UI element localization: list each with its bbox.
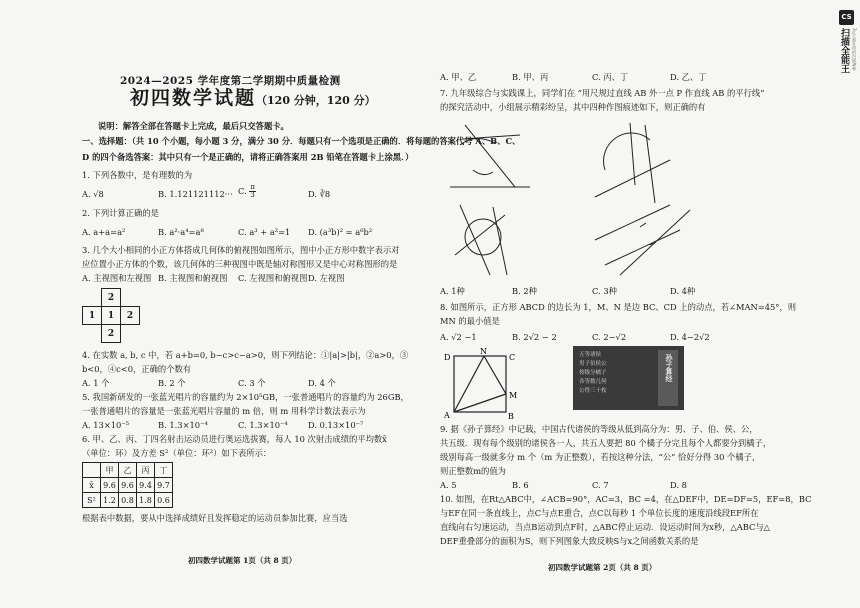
footer-left: 初四数学试题第 1页（共 8 页）: [188, 556, 297, 565]
q9-stem-line4: 则正整数m的值为: [440, 466, 506, 476]
q2-stem: 2. 下列计算正确的是: [82, 208, 159, 218]
q5-option-c: C. 1.3×10⁻⁴: [238, 420, 288, 430]
q8-stem-line1: 8. 如图所示，正方形 ABCD 的边长为 1，M、N 是边 BC、CD 上的动点，若∠MAN=45°，则: [440, 302, 797, 312]
q3-option-a: A. 主视图和左视图: [82, 273, 152, 283]
q1-option-c: [238, 184, 256, 199]
title-suffix: （120 分钟，120 分）: [256, 94, 376, 107]
instructions: 说明：解答全部在答题卡上完成，最后只交答题卡。: [98, 121, 289, 131]
camscanner-logo-icon: CS: [839, 10, 854, 25]
q1-stem: 1. 下列各数中，是有理数的为: [82, 170, 193, 180]
q9-book-photo: [573, 346, 684, 410]
q6-var-0: S²: [83, 493, 101, 508]
q3-stem-line1: 3. 几个大小相同的小正方体搭成几何体的俯视图如图所示，图中小正方形中数字表示对: [82, 245, 400, 255]
q10-stem-line1: 10. 如图，在Rt△ABC中，∠ACB=90°，AC=3，BC =4，在△DEF中，DE=DF=5，EF=8，BC: [440, 494, 812, 504]
q2-option-d: D. (a³b)² = a⁶b²: [308, 227, 373, 237]
q6-mean-0: x̄: [83, 478, 101, 493]
photo-book-title: 孙子算经: [665, 354, 674, 382]
q4-option-d: D. 4 个: [308, 378, 336, 388]
q3-option-b: B. 主视图和俯视图: [158, 273, 228, 283]
q9-option-c: C. 7: [592, 480, 609, 490]
photo-line-4: 各等数几何: [579, 379, 607, 385]
q3-cell-top: 2: [102, 289, 121, 307]
q8-label-c: C: [509, 353, 516, 362]
footer-right: 初四数学试题第 2页（共 8 页）: [548, 563, 657, 572]
q2-option-c: C. a³ + a²=1: [238, 227, 291, 237]
q4-option-c: C. 3 个: [238, 378, 266, 388]
q6-mean-2: 9.6: [119, 478, 137, 493]
q1-option-a: A. √8: [82, 189, 104, 199]
q5-option-b: B. 1.3×10⁻⁴: [158, 420, 208, 430]
q3-cell-right: 2: [121, 307, 140, 325]
q10-stem-line2: 与EF在同一条直线上，点C与点E重合，点C以每秒 1 个单位长度的速度沿线段EF所在: [440, 508, 759, 518]
q7-figure-1: [450, 125, 530, 187]
q4-stem-line2: b<0，④c<0，正确的个数有: [82, 364, 192, 374]
photo-line-2: 男子伯侯公: [579, 361, 607, 367]
photo-line-1: 五等诸侯: [579, 352, 602, 358]
scanner-watermark: [836, 8, 858, 98]
q3-cell-bottom: 2: [102, 325, 121, 343]
q9-option-a: A. 5: [440, 480, 457, 490]
q6-mean-row: [83, 478, 173, 493]
q3-stem-line2: 应位置小正方体的个数，该几何体的三种视图中既是轴对称图形又是中心对称图形的是: [82, 259, 398, 269]
q7-figure-3: [455, 205, 507, 275]
q6-mean-4: 9.7: [155, 478, 173, 493]
q7-stem-line1: 7. 九年级综合与实践课上，同学们在 “用尺规过直线 AB 外一点 P 作直线 AB 的平行线”: [440, 88, 765, 98]
q7-stem-line2: 的探究活动中，小组展示精彩纷呈，其中四种作图痕迹如下，则正确的有: [440, 102, 706, 112]
q10-stem-line3: 直线向右匀速运动，当点B运动到点F时，△ABC停止运动．设运动时间为x秒，△ABC与△: [440, 522, 771, 532]
q6-stem-line1: 6. 甲、乙、丙、丁四名射击运动员进行奥运选拔赛，每人 10 次射击成绩的平均数x̄: [82, 434, 387, 444]
q6-col-0: [83, 463, 101, 478]
q6-var-1: 1.2: [101, 493, 119, 508]
q9-stem-line3: 级别每高一级就多分 m 个（m 为正整数），若按这种分法，“公” 恰好分得 30 个橘子，: [440, 452, 761, 462]
q2-option-a: A. a+a=a²: [82, 227, 126, 237]
q8-square-figure: [440, 348, 520, 420]
q6-var-4: 0.6: [155, 493, 173, 508]
q1-c-denominator: 3: [250, 191, 255, 199]
q6-option-d: D. 乙、丁: [670, 72, 707, 82]
q6-stem-line2: （单位：环）及方差 S²（单位：环²）如下表所示：: [82, 448, 272, 458]
exam-title: [130, 87, 376, 109]
q6-var-3: 1.8: [137, 493, 155, 508]
q7-figure-2: [595, 123, 670, 203]
q6-variance-row: [83, 493, 173, 508]
q5-option-d: D. 0.13×10⁻⁷: [308, 420, 364, 430]
q10-stem-line4: DEF重叠部分的面积为S，则下列图象大致反映S与x之间函数关系的是: [440, 536, 699, 546]
photo-line-5: 公得三十枚: [579, 388, 607, 394]
q8-option-a: A. √2 −1: [440, 332, 477, 342]
q1-option-b: B. 1.121121112···: [158, 189, 233, 199]
q7-option-b: B. 2种: [512, 286, 537, 296]
q6-option-c: C. 丙、丁: [592, 72, 629, 82]
q5-stem-line1: 5. 我国新研发的一张蓝光唱片的容量约为 2×10⁵GB，一张普通唱片的容量约为 26GB，: [82, 392, 409, 402]
q6-data-table: [82, 462, 173, 508]
q6-col-4: 丁: [155, 463, 173, 478]
title-main: 初四数学试题: [130, 87, 257, 109]
q6-var-2: 0.8: [119, 493, 137, 508]
q7-figure-4: [595, 205, 690, 275]
q6-col-3: 丙: [137, 463, 155, 478]
q4-option-b: B. 2 个: [158, 378, 186, 388]
q1-option-c-fraction: [249, 184, 256, 199]
q9-option-b: B. 6: [512, 480, 529, 490]
q9-option-d: D. 8: [670, 480, 687, 490]
q4-stem-line1: 4. 在实数 a, b, c 中，若 a+b=0, b−c>c−a>0，则下列结论：①|a|>|b|，②a>0，③: [82, 350, 409, 360]
q9-stem-line2: 共五级．现有每个级别的诸侯各一人，共五人要把 80 个橘子分完且每个人都要分到橘子，: [440, 438, 772, 448]
scanner-app-name: 扫描全能王: [839, 28, 849, 73]
q1-option-c-label: C.: [238, 186, 247, 196]
exam-year-line: 2024—2025 学年度第二学期期中质量检测: [120, 75, 341, 87]
q3-cell-left: 1: [83, 307, 102, 325]
q7-option-d: D. 4种: [670, 286, 696, 296]
q7-option-a: A. 1种: [440, 286, 465, 296]
q6-stem-line3: 根据表中数据，要从中选择成绩好且发挥稳定的运动员参加比赛，应当选: [82, 513, 348, 523]
q3-cell-center: 1: [102, 307, 121, 325]
section1-intro-line1: 一、选择题：（共 10 个小题，每小题 3 分，满分 30 分．每题只有一个选项是正确的．将每题的答案代号 A、B、C、: [82, 136, 521, 146]
q6-header-row: [83, 463, 173, 478]
q3-option-c: C. 左视图和俯视图: [238, 273, 308, 283]
q8-option-d: D. 4−2√2: [670, 332, 710, 342]
q6-col-1: 甲: [101, 463, 119, 478]
q3-top-view-grid: [82, 288, 140, 343]
q8-option-b: B. 2√2 − 2: [512, 332, 557, 342]
q8-option-c: C. 2−√2: [592, 332, 627, 342]
q6-col-2: 乙: [119, 463, 137, 478]
q9-stem-line1: 9. 据《孙子算经》中记载，中国古代诸侯的等级从低到高分为：男、子、伯、侯、公，: [440, 424, 758, 434]
q8-label-m: M: [509, 391, 518, 400]
scanner-tagline: 3亿人都在用的扫描App: [852, 28, 857, 71]
q6-mean-3: 9.4: [137, 478, 155, 493]
q8-label-d: D: [444, 353, 451, 362]
q4-option-a: A. 1 个: [82, 378, 110, 388]
q6-mean-1: 9.6: [101, 478, 119, 493]
q1-option-d: D. ∛8: [308, 189, 331, 199]
q8-label-b: B: [508, 412, 514, 420]
q5-stem-line2: 一张普通唱片的容量是一张蓝光唱片容量的 m 倍，则 m 用科学计数法表示为: [82, 406, 366, 416]
q3-option-d: D. 左视图: [308, 273, 345, 283]
q8-stem-line2: MN 的最小值是: [440, 316, 500, 326]
q8-label-n: N: [480, 348, 487, 356]
q6-option-b: B. 甲、丙: [512, 72, 549, 82]
q7-option-c: C. 3种: [592, 286, 617, 296]
photo-line-3: 按级分橘子: [579, 370, 607, 376]
q1-c-numerator: π: [250, 183, 255, 191]
q5-option-a: A. 13×10⁻⁵: [82, 420, 130, 430]
q7-construction-figures: [445, 115, 775, 285]
q2-option-b: B. a²·a⁴=a⁸: [158, 227, 204, 237]
q8-label-a: A: [444, 411, 450, 420]
q6-option-a: A. 甲、乙: [440, 72, 477, 82]
section1-intro-line2: D 的四个备选答案：其中只有一个是正确的，请将正确答案用 2B 铅笔在答题卡上涂黑．）: [82, 152, 414, 162]
